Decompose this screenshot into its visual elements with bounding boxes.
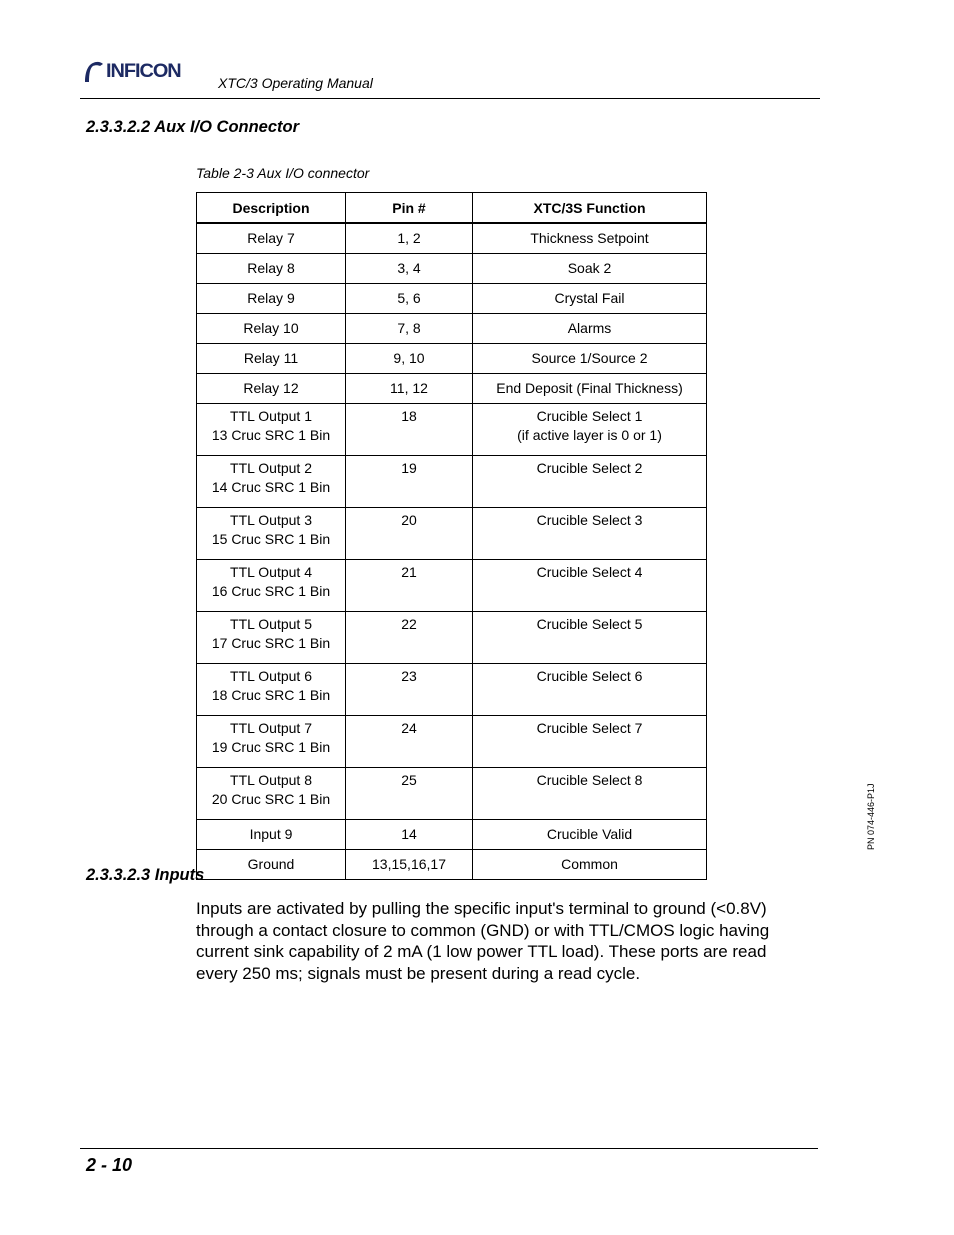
cell-description-line: Relay 11 <box>243 350 299 367</box>
cell-description-line: Relay 7 <box>247 230 295 247</box>
column-header-function: XTC/3S Function <box>473 193 707 224</box>
cell-function <box>473 612 707 664</box>
cell-description-line: 19 Cruc SRC 1 Bin <box>211 738 331 755</box>
table-row <box>197 716 707 768</box>
cell-function-line: (if active layer is 0 or 1) <box>517 426 662 443</box>
inputs-paragraph: Inputs are activated by pulling the specific input's terminal to ground (<0.8V) through a contact closure to common (GND) or with TTL/CMOS logic having current sink capability of 2 mA (1 low power TTL load). These ports are read every 250 ms; signals must be present during a read cycle. <box>196 899 770 983</box>
table-body <box>197 223 707 880</box>
cell-pin: 13,15,16,17 <box>346 850 473 880</box>
table-row <box>197 508 707 560</box>
cell-description <box>197 284 346 314</box>
cell-function-line: Crucible Valid <box>546 826 633 843</box>
cell-function-line: Crucible Select 6 <box>536 668 643 684</box>
cell-description-line: 15 Cruc SRC 1 Bin <box>211 530 331 547</box>
table-row <box>197 344 707 374</box>
cell-function <box>473 223 707 254</box>
table-row <box>197 223 707 254</box>
cell-pin: 9, 10 <box>346 344 473 374</box>
cell-description <box>197 456 346 508</box>
cell-description-line: TTL Output 8 <box>230 772 312 788</box>
cell-function-line: Crucible Select 8 <box>536 772 643 788</box>
aux-io-table <box>196 192 707 880</box>
cell-function <box>473 664 707 716</box>
table-row <box>197 374 707 404</box>
cell-function-line: Crucible Select 2 <box>536 460 643 476</box>
cell-description <box>197 820 346 850</box>
cell-pin: 23 <box>346 664 473 716</box>
cell-description-line: 20 Cruc SRC 1 Bin <box>211 790 331 807</box>
cell-description-line: TTL Output 5 <box>230 616 312 632</box>
inficon-logo-icon <box>82 60 104 84</box>
cell-function <box>473 404 707 456</box>
cell-function-line: Crucible Select 3 <box>536 512 643 528</box>
cell-function-line: Source 1/Source 2 <box>531 350 648 367</box>
section-heading-inputs: 2.3.3.2.3 Inputs <box>86 866 205 884</box>
cell-pin: 7, 8 <box>346 314 473 344</box>
inficon-logo <box>82 60 181 84</box>
cell-function-line: Crystal Fail <box>554 290 625 307</box>
cell-description-line: Relay 10 <box>243 320 299 337</box>
cell-function-line: Crucible Select 4 <box>536 564 643 580</box>
section-heading-aux-io: 2.3.3.2.2 Aux I/O Connector <box>86 118 300 136</box>
cell-description-line: TTL Output 4 <box>230 564 312 580</box>
cell-pin: 14 <box>346 820 473 850</box>
table-row <box>197 560 707 612</box>
cell-pin: 24 <box>346 716 473 768</box>
table-row <box>197 664 707 716</box>
cell-description-line: TTL Output 7 <box>230 720 312 736</box>
cell-description-line: 18 Cruc SRC 1 Bin <box>211 686 331 703</box>
table-row <box>197 404 707 456</box>
table-row <box>197 850 707 880</box>
cell-function-line: End Deposit (Final Thickness) <box>496 380 683 397</box>
cell-description <box>197 612 346 664</box>
table-row <box>197 612 707 664</box>
column-header-pin: Pin # <box>346 193 473 224</box>
cell-function <box>473 284 707 314</box>
cell-description-line: Relay 12 <box>243 380 299 397</box>
logo-text: INFICON <box>106 61 181 82</box>
cell-function-line: Crucible Select 5 <box>536 616 643 632</box>
cell-function <box>473 344 707 374</box>
cell-description <box>197 404 346 456</box>
cell-description-line: 16 Cruc SRC 1 Bin <box>211 582 331 599</box>
cell-pin: 22 <box>346 612 473 664</box>
cell-function <box>473 508 707 560</box>
table-row <box>197 284 707 314</box>
table-caption: Table 2-3 Aux I/O connector <box>196 165 370 181</box>
cell-description-line: 13 Cruc SRC 1 Bin <box>211 426 331 443</box>
cell-description <box>197 716 346 768</box>
cell-function <box>473 456 707 508</box>
part-number-note: PN 074-446-P1J <box>866 783 876 850</box>
cell-function <box>473 850 707 880</box>
cell-function <box>473 314 707 344</box>
cell-function-line: Thickness Setpoint <box>530 230 649 247</box>
cell-description <box>197 254 346 284</box>
table-row <box>197 456 707 508</box>
cell-pin: 1, 2 <box>346 223 473 254</box>
table-row <box>197 768 707 820</box>
cell-description-line: Relay 8 <box>247 260 295 277</box>
cell-description <box>197 768 346 820</box>
cell-pin: 21 <box>346 560 473 612</box>
cell-pin: 20 <box>346 508 473 560</box>
table-row <box>197 254 707 284</box>
cell-function <box>473 820 707 850</box>
cell-function <box>473 254 707 284</box>
cell-description <box>197 560 346 612</box>
cell-description <box>197 850 346 880</box>
table-row <box>197 820 707 850</box>
cell-function-line: Soak 2 <box>567 260 612 277</box>
cell-pin: 18 <box>346 404 473 456</box>
header-rule <box>80 98 820 99</box>
cell-pin: 11, 12 <box>346 374 473 404</box>
cell-description-line: TTL Output 6 <box>230 668 312 684</box>
cell-pin: 25 <box>346 768 473 820</box>
cell-description-line: Input 9 <box>249 826 293 843</box>
column-header-description: Description <box>197 193 346 224</box>
footer-rule <box>80 1148 818 1149</box>
manual-title: XTC/3 Operating Manual <box>218 75 373 91</box>
cell-description <box>197 374 346 404</box>
page-number: 2 - 10 <box>86 1155 133 1175</box>
cell-description <box>197 508 346 560</box>
table-row <box>197 314 707 344</box>
cell-description-line: Relay 9 <box>247 290 295 307</box>
cell-description-line: 17 Cruc SRC 1 Bin <box>211 634 331 651</box>
cell-function <box>473 560 707 612</box>
cell-pin: 19 <box>346 456 473 508</box>
cell-description-line: Ground <box>247 856 295 873</box>
cell-function-line: Crucible Select 7 <box>536 720 643 736</box>
cell-function-line: Crucible Select 1 <box>536 408 643 424</box>
cell-description <box>197 344 346 374</box>
cell-description-line: 14 Cruc SRC 1 Bin <box>211 478 331 495</box>
cell-description-line: TTL Output 3 <box>230 512 312 528</box>
cell-function <box>473 716 707 768</box>
table-header-row <box>197 193 707 224</box>
cell-description <box>197 223 346 254</box>
cell-function <box>473 768 707 820</box>
cell-description-line: TTL Output 1 <box>230 408 312 424</box>
cell-function-line: Alarms <box>567 320 612 337</box>
cell-pin: 5, 6 <box>346 284 473 314</box>
cell-description <box>197 664 346 716</box>
cell-function <box>473 374 707 404</box>
cell-pin: 3, 4 <box>346 254 473 284</box>
cell-description-line: TTL Output 2 <box>230 460 312 476</box>
cell-description <box>197 314 346 344</box>
cell-function-line: Common <box>561 856 618 873</box>
